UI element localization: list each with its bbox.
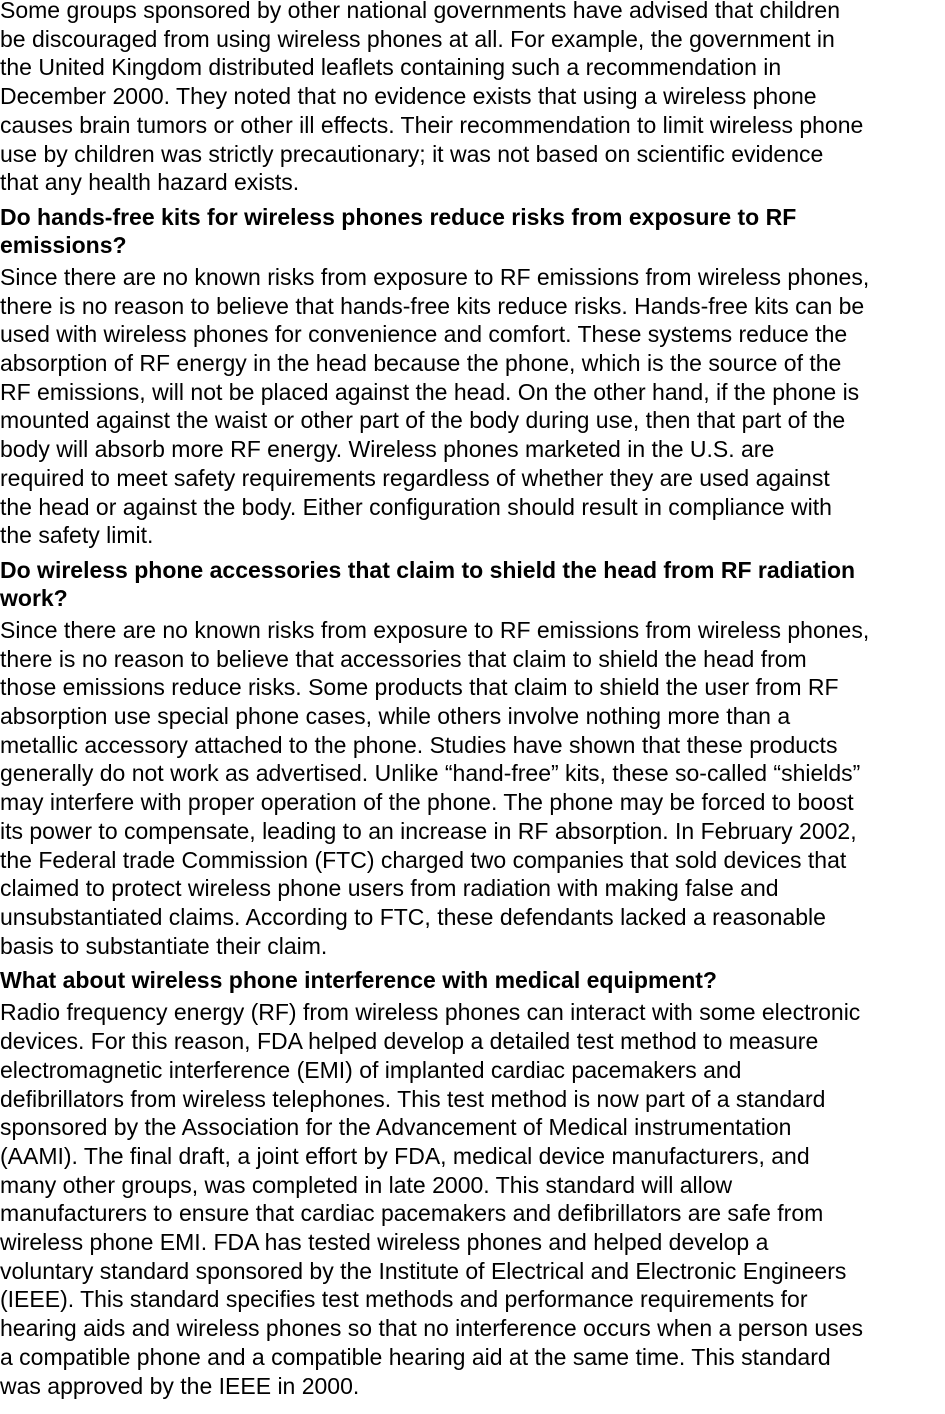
text-line: there is no reason to believe that accessories that claim to shield the head from xyxy=(0,645,807,672)
text-line: voluntary standard sponsored by the Institute of Electrical and Electronic Engineers xyxy=(0,1257,847,1284)
text-line: may interfere with proper operation of the phone. The phone may be forced to boost xyxy=(0,789,854,816)
text-line: Radio frequency energy (RF) from wireless phones can interact with some electronic xyxy=(0,999,861,1026)
text-line: the safety limit. xyxy=(0,522,154,549)
text-line: many other groups, was completed in late 2000. This standard will allow xyxy=(0,1171,733,1198)
text-line: wireless phone EMI. FDA has tested wireless phones and helped develop a xyxy=(0,1229,769,1256)
text-line: a compatible phone and a compatible hearing aid at the same time. This standard xyxy=(0,1343,831,1370)
text-line: devices. For this reason, FDA helped develop a detailed test method to measure xyxy=(0,1028,819,1055)
text-line: was approved by the IEEE in 2000. xyxy=(0,1372,360,1399)
heading-line: emissions? xyxy=(0,231,127,258)
section-heading-hands-free xyxy=(0,203,945,259)
text-line: basis to substantiate their claim. xyxy=(0,932,328,959)
text-line: manufacturers to ensure that cardiac pacemakers and defibrillators are safe from xyxy=(0,1200,824,1227)
text-line: be discouraged from using wireless phones at all. For example, the government in xyxy=(0,25,835,52)
text-line: (IEEE). This standard specifies test methods and performance requirements for xyxy=(0,1286,808,1313)
text-line: those emissions reduce risks. Some products that claim to shield the user from RF xyxy=(0,674,839,701)
text-line: there is no reason to believe that hands-free kits reduce risks. Hands-free kits can be xyxy=(0,292,865,319)
text-line: use by children was strictly precautionary; it was not based on scientific evidence xyxy=(0,140,824,167)
section-body-hands-free xyxy=(0,263,945,550)
section-heading-shield-accessories xyxy=(0,556,945,612)
heading-line: work? xyxy=(0,584,68,611)
text-line: Since there are no known risks from exposure to RF emissions from wireless phones, xyxy=(0,263,870,290)
text-line: RF emissions, will not be placed against the head. On the other hand, if the phone is xyxy=(0,378,860,405)
text-line: required to meet safety requirements regardless of whether they are used against xyxy=(0,464,830,491)
text-line: metallic accessory attached to the phone. Studies have shown that these products xyxy=(0,731,838,758)
text-line: Some groups sponsored by other national governments have advised that children xyxy=(0,0,841,23)
heading-line: What about wireless phone interference with medical equipment? xyxy=(0,967,717,994)
text-line: Since there are no known risks from exposure to RF emissions from wireless phones, xyxy=(0,616,870,643)
text-line: that any health hazard exists. xyxy=(0,169,300,196)
text-line: mounted against the waist or other part of the body during use, then that part of the xyxy=(0,407,846,434)
text-line: the United Kingdom distributed leaflets containing such a recommendation in xyxy=(0,54,782,81)
text-line: generally do not work as advertised. Unlike “hand-free” kits, these so-called “shields” xyxy=(0,760,861,787)
section-body-shield-accessories xyxy=(0,616,945,960)
text-line: (AAMI). The final draft, a joint effort by FDA, medical device manufacturers, and xyxy=(0,1142,810,1169)
heading-line: Do wireless phone accessories that claim to shield the head from RF radiation xyxy=(0,556,856,583)
text-line: December 2000. They noted that no evidence exists that using a wireless phone xyxy=(0,83,817,110)
text-line: used with wireless phones for convenience and comfort. These systems reduce the xyxy=(0,321,848,348)
text-line: its power to compensate, leading to an increase in RF absorption. In February 2002, xyxy=(0,817,857,844)
intro-paragraph xyxy=(0,0,945,197)
text-line: sponsored by the Association for the Advancement of Medical instrumentation xyxy=(0,1114,792,1141)
text-line: hearing aids and wireless phones so that no interference occurs when a person uses xyxy=(0,1315,864,1342)
text-line: causes brain tumors or other ill effects. Their recommendation to limit wireless phone xyxy=(0,111,864,138)
text-line: unsubstantiated claims. According to FTC, these defendants lacked a reasonable xyxy=(0,903,826,930)
text-line: body will absorb more RF energy. Wireless phones marketed in the U.S. are xyxy=(0,436,775,463)
text-line: electromagnetic interference (EMI) of implanted cardiac pacemakers and xyxy=(0,1056,742,1083)
heading-line: Do hands-free kits for wireless phones reduce risks from exposure to RF xyxy=(0,203,797,230)
text-line: absorption of RF energy in the head because the phone, which is the source of the xyxy=(0,350,842,377)
text-line: claimed to protect wireless phone users from radiation with making false and xyxy=(0,875,779,902)
section-heading-medical-equipment xyxy=(0,966,945,994)
section-body-medical-equipment xyxy=(0,998,945,1400)
text-line: the Federal trade Commission (FTC) charged two companies that sold devices that xyxy=(0,846,847,873)
text-line: the head or against the body. Either configuration should result in compliance with xyxy=(0,493,832,520)
text-line: absorption use special phone cases, while others involve nothing more than a xyxy=(0,703,791,730)
text-line: defibrillators from wireless telephones. This test method is now part of a standard xyxy=(0,1085,826,1112)
